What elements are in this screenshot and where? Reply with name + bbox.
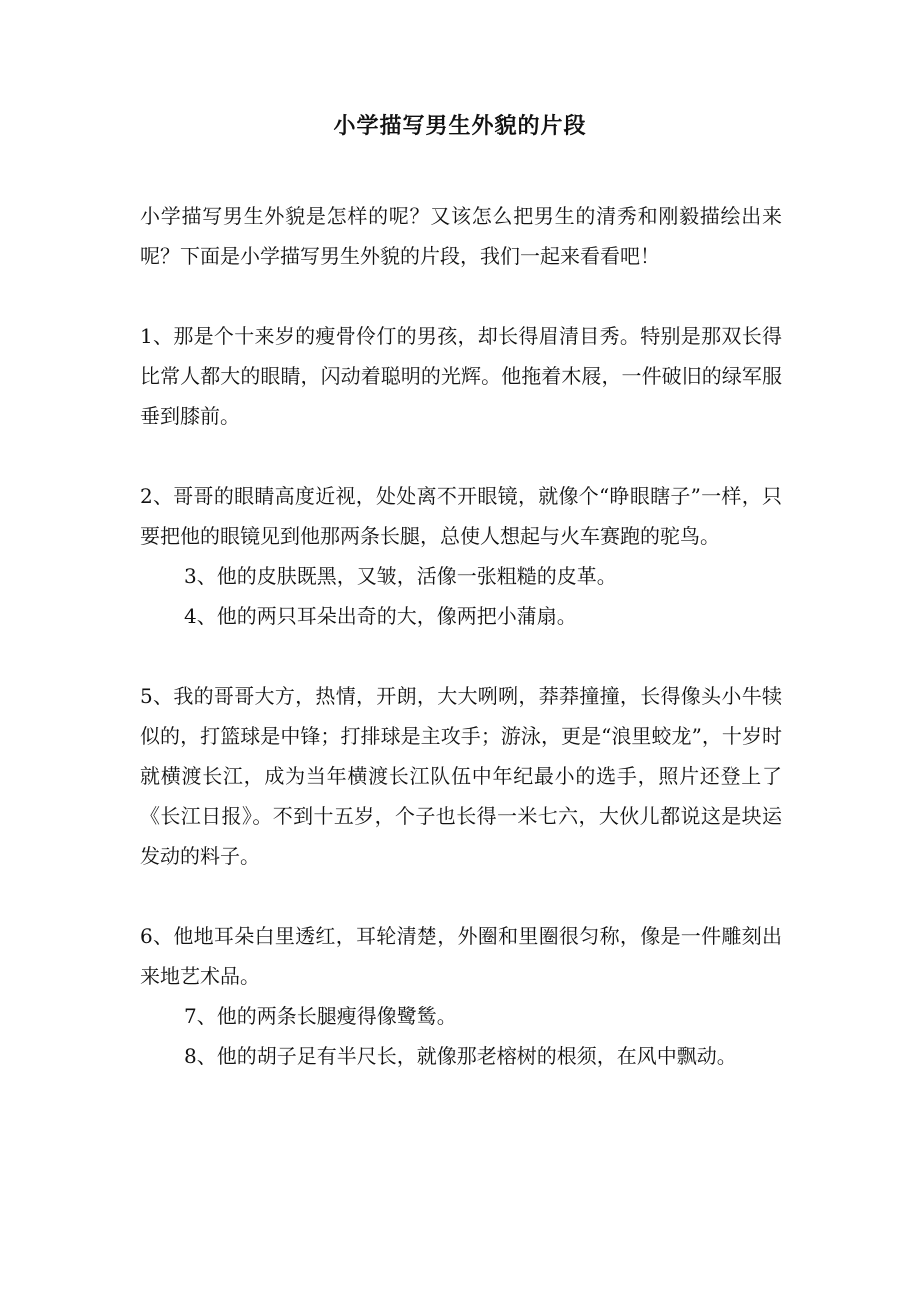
item-paragraph-7: 7、他的两条长腿瘦得像鹭鸶。 — [184, 1004, 457, 1028]
intro-paragraph: 小学描写男生外貌是怎样的呢？又该怎么把男生的清秀和刚毅描绘出来呢？下面是小学描写男生外貌的片段，我们一起来看看吧！ — [140, 204, 782, 268]
item-paragraph-1: 1、那是个十来岁的瘦骨伶仃的男孩，却长得眉清目秀。特别是那双长得比常人都大的眼睛，闪动着聪明的光辉。他拖着木屐，一件破旧的绿军服垂到膝前。 — [140, 324, 782, 428]
item-paragraph-5: 5、我的哥哥大方，热情，开朗，大大咧咧，莽莽撞撞，长得像头小牛犊似的，打篮球是中锋；打排球是主攻手；游泳，更是“浪里蛟龙”，十岁时就横渡长江，成为当年横渡长江队伍中年纪最小的选手，照片还登上了《长江日报》。不到十五岁，个子也长得一米七六，大伙儿都说这是块运发动的料子。 — [140, 684, 782, 868]
item-paragraph-2: 2、哥哥的眼睛高度近视，处处离不开眼镜，就像个“睁眼瞎子”一样，只要把他的眼镜见到他那两条长腿，总使人想起与火车赛跑的驼鸟。 — [140, 484, 782, 548]
document-title: 小学描写男生外貌的片段 — [333, 114, 587, 139]
document-body — [140, 196, 782, 1076]
item-paragraph-4: 4、他的两只耳朵出奇的大，像两把小蒲扇。 — [184, 604, 577, 628]
item-paragraph-6: 6、他地耳朵白里透红，耳轮清楚，外圈和里圈很匀称，像是一件雕刻出来地艺术品。 — [140, 924, 782, 988]
item-paragraph-8: 8、他的胡子足有半尺长，就像那老榕树的根须，在风中飘动。 — [184, 1044, 737, 1068]
item-paragraph-3: 3、他的皮肤既黑，又皱，活像一张粗糙的皮革。 — [184, 564, 617, 588]
